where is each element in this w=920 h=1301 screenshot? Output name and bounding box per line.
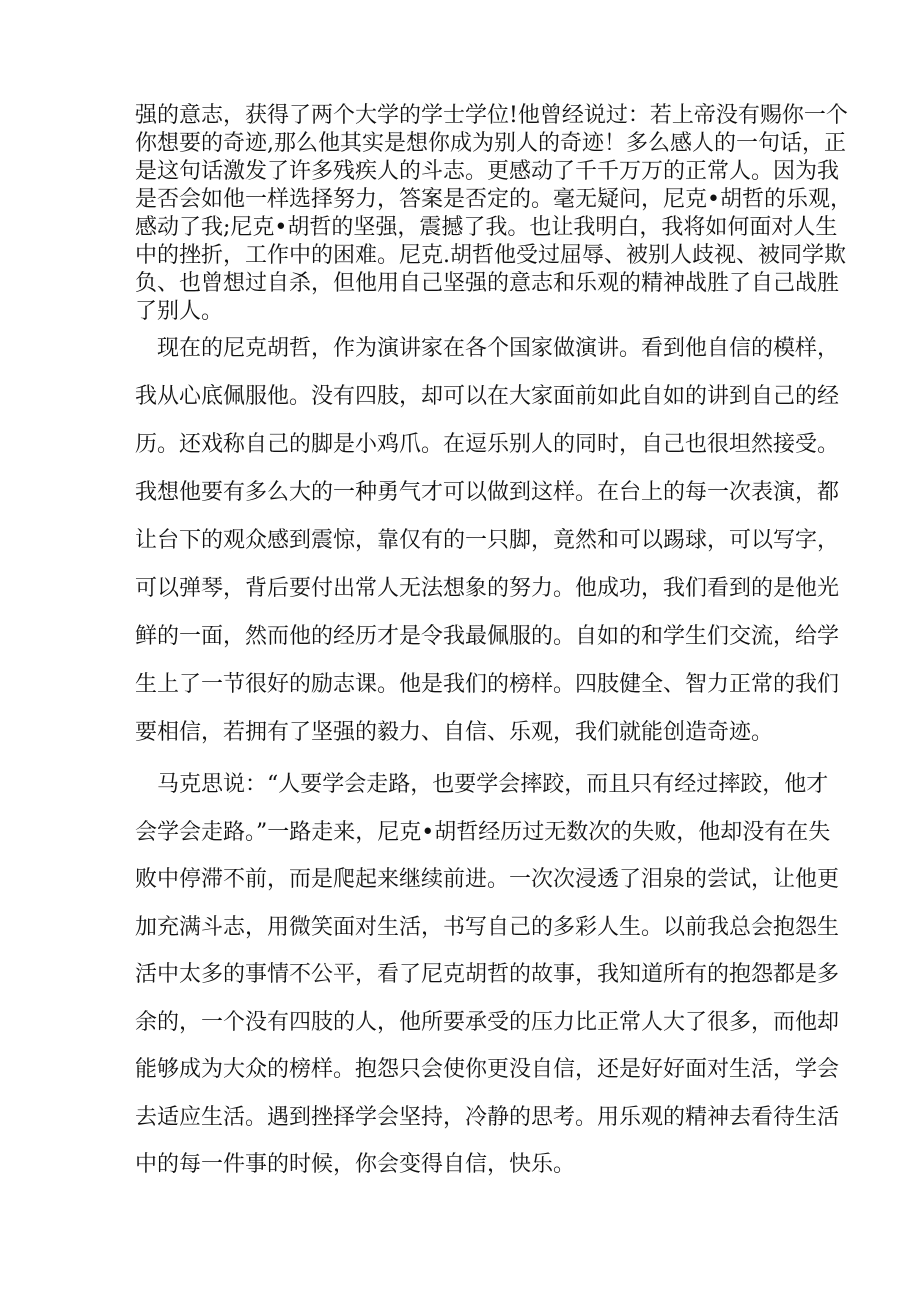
text-line: 可以弹琴，背后要付出常人无法想象的努力。他成功，我们看到的是他光 [135, 576, 840, 601]
text-line: 要相信，若拥有了坚强的毅力、自信、乐观，我们就能创造奇迹。 [135, 720, 774, 745]
text-line: 去适应生活。遇到挫择学会坚持，冷静的思考。用乐观的精神去看待生活 [135, 1105, 840, 1130]
text-line: 现在的尼克胡哲，作为演讲家在各个国家做演讲。看到他自信的模样， [157, 336, 840, 361]
text-line: 鲜的一面，然而他的经历才是令我最佩服的。自如的和学生们交流，给学 [135, 624, 840, 649]
text-line: 是否会如他一样选择努力，答案是否定的。毫无疑问，尼克•胡哲的乐观， [135, 187, 852, 212]
text-line: 加充满斗志，用微笑面对生活，书写自己的多彩人生。以前我总会抱怨生 [135, 915, 840, 940]
text-line: 会学会走路。”一路走来，尼克•胡哲经历过无数次的失败，他却没有在失 [135, 820, 831, 845]
text-line: 我想他要有多么大的一种勇气才可以做到这样。在台上的每一次表演，都 [135, 480, 840, 505]
text-line: 了别人。 [135, 299, 224, 324]
text-line: 败中停滞不前，而是爬起来继续前进。一次次浸透了泪泉的尝试，让他更 [135, 867, 840, 892]
text-line: 历。还戏称自己的脚是小鸡爪。在逗乐别人的同时，自己也很坦然接受。 [135, 432, 840, 457]
text-line: 能够成为大众的榜样。抱怨只会使你更没自信，还是好好面对生活，学会 [135, 1057, 840, 1082]
text-line: 是这句话激发了许多残疾人的斗志。更感动了千千万万的正常人。因为我 [135, 159, 840, 184]
text-line: 我从心底佩服他。没有四肢，却可以在大家面前如此自如的讲到自己的经 [135, 384, 840, 409]
text-line: 负、也曾想过自杀，但他用自己坚强的意志和乐观的精神战胜了自己战胜 [135, 271, 840, 296]
text-line: 活中太多的事情不公平，看了尼克胡哲的故事，我知道所有的抱怨都是多 [135, 962, 840, 987]
text-line: 中的挫折，工作中的困难。尼克.胡哲他受过屈辱、被别人歧视、被同学欺 [135, 243, 846, 268]
text-line: 余的，一个没有四肢的人，他所要承受的压力比正常人大了很多，而他却 [135, 1010, 840, 1035]
text-line: 中的每一件事的时候，你会变得自信，快乐。 [135, 1152, 576, 1177]
text-line: 感动了我;尼克•胡哲的坚强，震撼了我。也让我明白，我将如何面对人生 [135, 215, 838, 240]
text-line: 让台下的观众感到震惊，靠仅有的一只脚，竟然和可以踢球，可以写字， [135, 528, 840, 553]
text-line: 马克思说：“人要学会走路，也要学会摔跤，而且只有经过摔跤，他才 [157, 772, 829, 797]
text-line: 生上了一节很好的励志课。他是我们的榜样。四肢健全、智力正常的我们 [135, 672, 840, 697]
text-line: 强的意志，获得了两个大学的学士学位!他曾经说过：若上帝没有赐你一个 [135, 103, 848, 128]
text-line: 你想要的奇迹,那么他其实是想你成为别人的奇迹！多么感人的一句话，正 [135, 131, 846, 156]
